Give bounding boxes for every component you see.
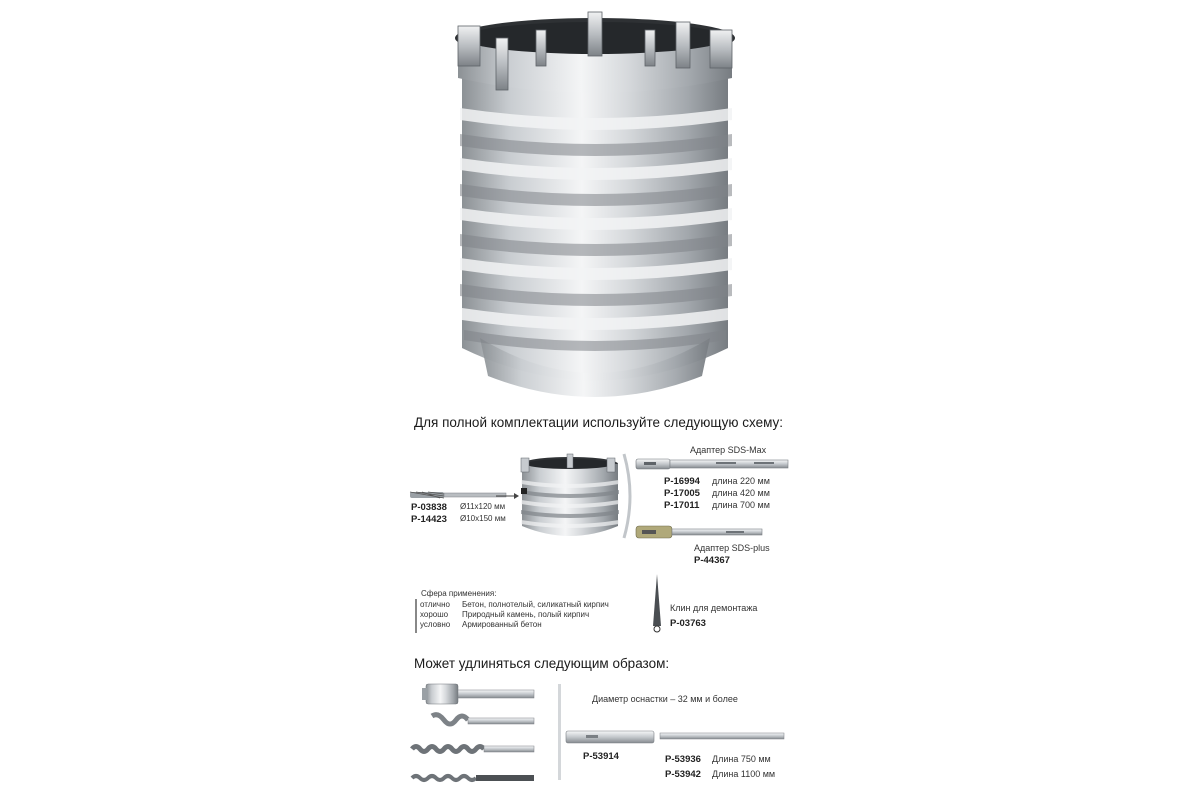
extension-note: Диаметр оснастки – 32 мм и более xyxy=(592,694,738,704)
section1-heading: Для полной комплектации используйте следующую схему: xyxy=(414,415,784,430)
small-core-bit-image xyxy=(517,454,623,540)
core-bit-tool-icon xyxy=(412,682,536,706)
extension-length-1: Длина 750 мм xyxy=(712,754,771,764)
drill-bit-size-2: Ø10x150 мм xyxy=(460,514,506,523)
sds-max-code-1: P-16994 xyxy=(664,476,700,487)
application-rating-3: условно xyxy=(420,620,451,629)
extension-length-2: Длина 1100 мм xyxy=(712,769,776,779)
sds-max-length-3: длина 700 мм xyxy=(712,500,770,510)
drill-bit-size-1: Ø11x120 мм xyxy=(460,502,506,511)
sds-max-length-2: длина 420 мм xyxy=(712,488,770,498)
application-material-1: Бетон, полнотелый, силикатный кирпич xyxy=(462,600,609,609)
application-material-3: Армированный бетон xyxy=(462,620,542,629)
pilot-drill-icon xyxy=(410,489,510,501)
application-title: Сфера применения: xyxy=(421,589,497,598)
extension-bracket xyxy=(558,684,561,780)
drill-bit-code-2: P-14423 xyxy=(411,514,447,525)
application-material-2: Природный камень, полый кирпич xyxy=(462,610,590,619)
extension-code-1: P-53936 xyxy=(665,754,701,765)
sds-max-length-1: длина 220 мм xyxy=(712,476,770,486)
sds-plus-title: Адаптер SDS-plus xyxy=(694,543,770,553)
sds-max-adapter-icon xyxy=(636,456,791,472)
extension-rod-icon xyxy=(660,731,786,741)
extension-code-2: P-53942 xyxy=(665,769,701,780)
sds-plus-adapter-icon xyxy=(636,524,766,540)
extension-adapter-icon xyxy=(566,730,656,744)
sds-plus-code: P-44367 xyxy=(694,555,730,566)
wedge-icon xyxy=(650,574,664,634)
wedge-code: P-03763 xyxy=(670,618,706,629)
application-rating-1: отлично xyxy=(420,600,450,609)
spiral-drill-icon xyxy=(410,742,536,756)
extension-adapter-code: P-53914 xyxy=(583,751,619,762)
sds-max-code-2: P-17005 xyxy=(664,488,700,499)
drill-bit-code-1: P-03838 xyxy=(411,502,447,513)
auger-bit-icon xyxy=(428,710,536,732)
core-bit-image xyxy=(440,8,750,403)
long-drill-icon xyxy=(410,772,536,784)
application-bracket xyxy=(415,599,417,633)
section2-heading: Может удлиняться следующим образом: xyxy=(414,656,670,671)
sds-max-code-3: P-17011 xyxy=(664,500,700,511)
application-rating-2: хорошо xyxy=(420,610,449,619)
wedge-title: Клин для демонтажа xyxy=(670,603,758,613)
sds-max-title: Адаптер SDS-Max xyxy=(690,445,767,455)
